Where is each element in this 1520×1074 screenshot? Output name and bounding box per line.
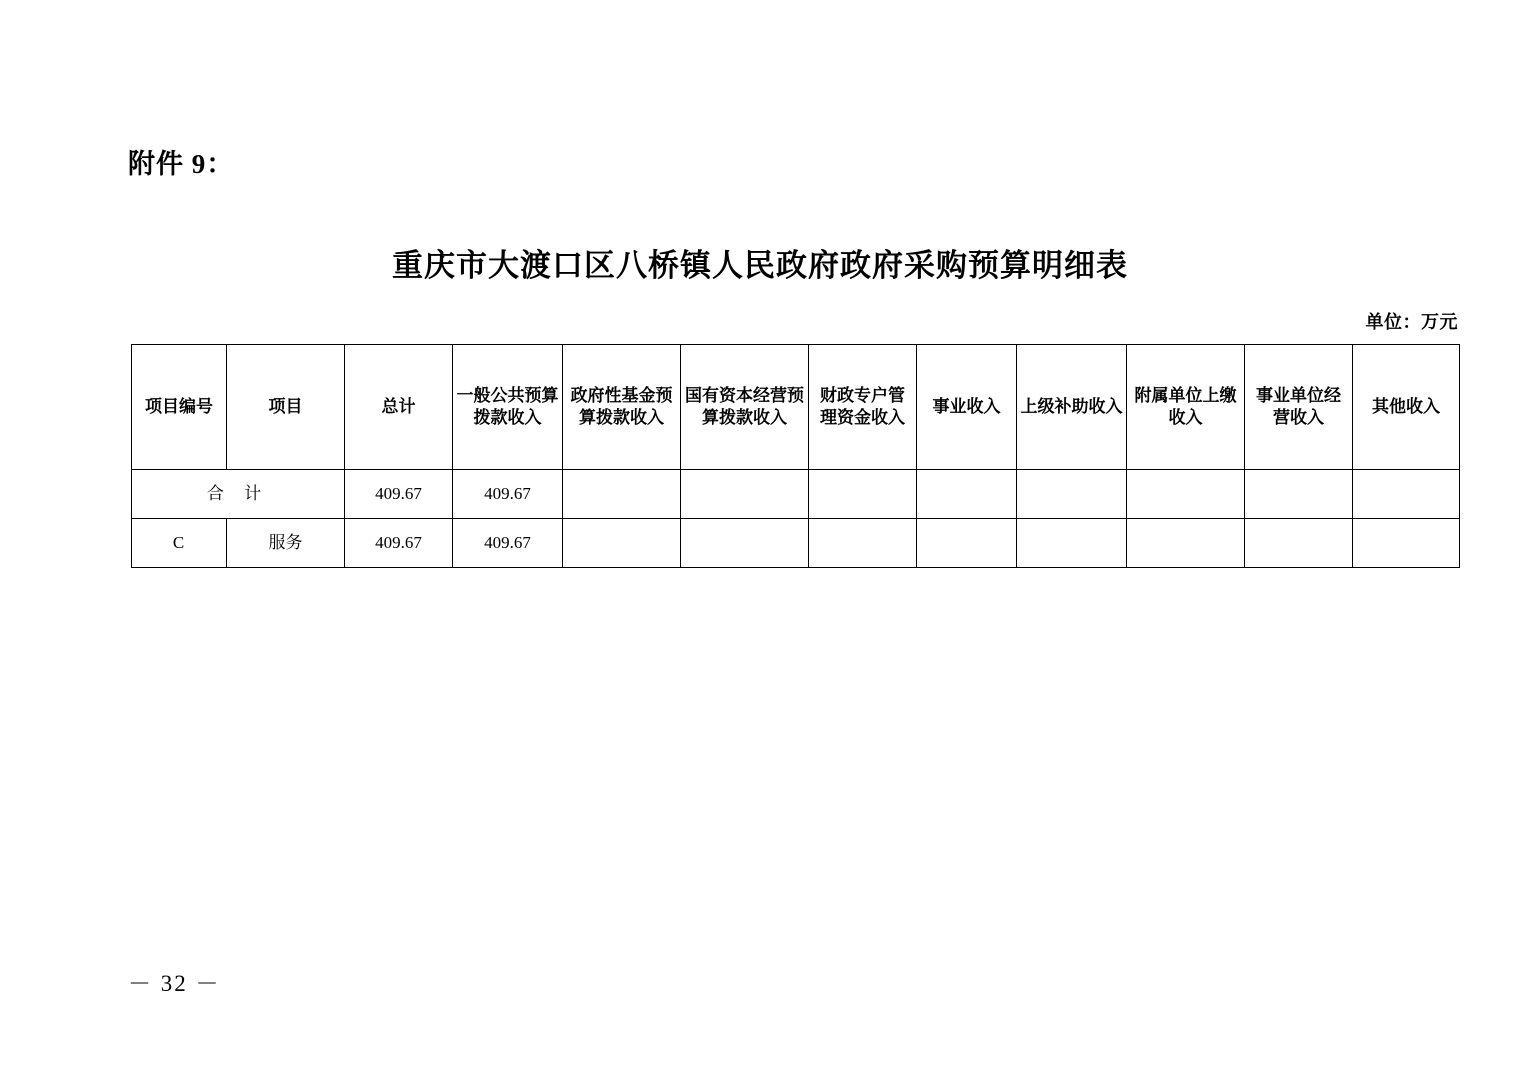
column-header-state-capital-budget: 国有资本经营预算拨款收入 <box>681 345 809 470</box>
attachment-label: 附件 9： <box>128 149 235 179</box>
cell-business-income <box>917 470 1017 519</box>
column-header-other-income: 其他收入 <box>1353 345 1460 470</box>
unit-note: 单位：万元 <box>1365 312 1458 332</box>
column-header-subordinate-payment: 附属单位上缴收入 <box>1127 345 1245 470</box>
cell-gov-fund-budget <box>563 470 681 519</box>
table-row <box>132 519 1460 568</box>
table-row <box>132 470 1460 519</box>
cell-total: 409.67 <box>345 519 453 568</box>
procurement-budget-table <box>131 344 1460 568</box>
cell-project: 服务 <box>227 519 345 568</box>
cell-state-capital-budget <box>681 519 809 568</box>
cell-fiscal-account-funds <box>809 470 917 519</box>
column-header-project: 项目 <box>227 345 345 470</box>
column-header-superior-subsidy: 上级补助收入 <box>1017 345 1127 470</box>
cell-institution-operating <box>1245 519 1353 568</box>
column-header-business-income: 事业收入 <box>917 345 1017 470</box>
row-label-total: 合 计 <box>132 470 345 519</box>
cell-other-income <box>1353 519 1460 568</box>
cell-institution-operating <box>1245 470 1353 519</box>
column-header-gov-fund-budget: 政府性基金预算拨款收入 <box>563 345 681 470</box>
cell-other-income <box>1353 470 1460 519</box>
cell-gov-fund-budget <box>563 519 681 568</box>
cell-superior-subsidy <box>1017 519 1127 568</box>
column-header-general-public-budget: 一般公共预算拨款收入 <box>453 345 563 470</box>
cell-project-code: C <box>132 519 227 568</box>
cell-subordinate-payment <box>1127 470 1245 519</box>
cell-general-public-budget: 409.67 <box>453 470 563 519</box>
cell-total: 409.67 <box>345 470 453 519</box>
cell-subordinate-payment <box>1127 519 1245 568</box>
cell-superior-subsidy <box>1017 470 1127 519</box>
column-header-project-code: 项目编号 <box>132 345 227 470</box>
cell-state-capital-budget <box>681 470 809 519</box>
page-title: 重庆市大渡口区八桥镇人民政府政府采购预算明细表 <box>392 248 1128 283</box>
column-header-total: 总计 <box>345 345 453 470</box>
page-number: － 32 － <box>128 971 221 996</box>
cell-general-public-budget: 409.67 <box>453 519 563 568</box>
table-header-row <box>132 345 1460 470</box>
cell-business-income <box>917 519 1017 568</box>
column-header-fiscal-account-funds: 财政专户管理资金收入 <box>809 345 917 470</box>
column-header-institution-operating: 事业单位经营收入 <box>1245 345 1353 470</box>
cell-fiscal-account-funds <box>809 519 917 568</box>
